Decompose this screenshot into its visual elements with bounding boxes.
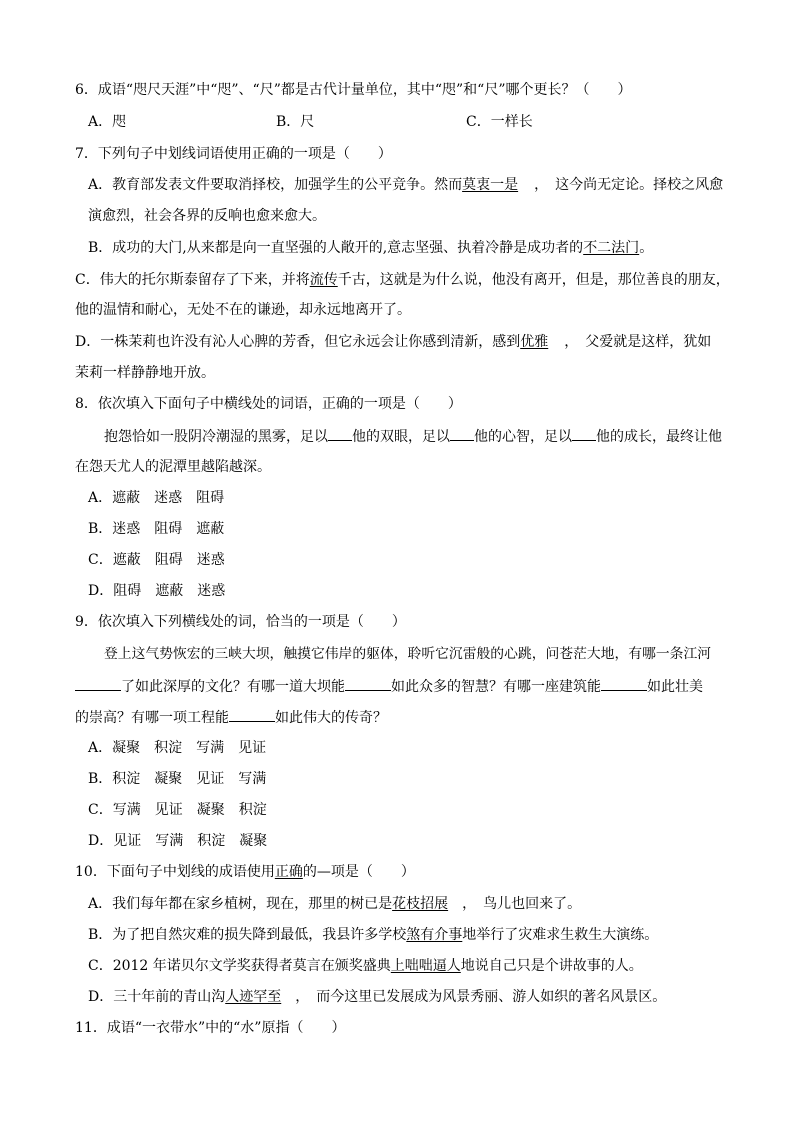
q10-option-a-pre: A．我们每年都在家乡植树，现在，那里的树已是 bbox=[88, 896, 393, 912]
q10-option-d-pre: D．三十年前的青山沟 bbox=[88, 989, 226, 1005]
q9-stem: 9．依次填入下列横线处的词，恰当的一项是（ ） bbox=[75, 614, 406, 630]
q10-option-b-post: 地举行了灾难求生救生大演练。 bbox=[462, 927, 659, 943]
q10-option-b bbox=[88, 925, 658, 945]
q10-option-c-pre: C．2012 年诺贝尔文学奖获得者莫言在颁奖盛典 bbox=[88, 958, 391, 974]
q10-option-a-post: ， 鸟儿也回来了。 bbox=[448, 896, 582, 912]
q9-passage-part3: 如此壮美 bbox=[647, 679, 703, 695]
q7-option-c-pre: C．伟大的托尔斯泰留存了下来，并将 bbox=[75, 272, 310, 288]
q7-option-d bbox=[75, 332, 711, 352]
q9-option-b: B．积淀 凝聚 见证 写满 bbox=[88, 771, 267, 787]
q10-option-c-post: 地说自己只是个讲故事的人。 bbox=[460, 958, 643, 974]
q7-option-d-underlined: 优雅 bbox=[520, 334, 549, 350]
q6-option-c: C．一样长 bbox=[466, 114, 533, 130]
q10-option-d bbox=[88, 987, 666, 1007]
q10-option-a-underlined: 花枝招展 bbox=[392, 896, 449, 912]
q9-option-a: A．凝聚 积淀 写满 见证 bbox=[88, 740, 267, 756]
q9-passage-line2 bbox=[75, 676, 703, 697]
q7-option-d-post: ， 父爱就是这样，犹如 bbox=[564, 334, 712, 350]
q8-option-a: A．遮蔽 迷惑 阻碍 bbox=[88, 490, 225, 506]
q8-blank-3[interactable] bbox=[572, 426, 596, 441]
q8-option-d: D．阻碍 遮蔽 迷惑 bbox=[88, 583, 226, 599]
q9-passage-part2: 如此众多的智慧？有哪一座建筑能 bbox=[391, 679, 601, 695]
q8-passage-part2: 他的双眼，足以 bbox=[352, 429, 450, 445]
q10-stem-post: 的—项是（ ） bbox=[302, 864, 415, 880]
q8-option-c: C．遮蔽 阻碍 迷惑 bbox=[88, 552, 225, 568]
q9-passage-part5: 如此伟大的传奇？ bbox=[275, 710, 387, 726]
q9-blank-2[interactable] bbox=[345, 676, 391, 691]
q7-option-a-pre: A．教育部发表文件要取消择校，加强学生的公平竞争。然而 bbox=[88, 177, 463, 193]
q7-stem: 7．下列句子中划线词语使用正确的一项是（ ） bbox=[75, 146, 392, 162]
q11-stem: 11．成语“一衣带水”中的“水”原指（ ） bbox=[75, 1020, 346, 1036]
q7-option-b-underlined: 不二法门 bbox=[583, 240, 640, 256]
q7-option-c bbox=[75, 270, 730, 290]
q7-option-a-underlined: 莫衷一是 bbox=[462, 177, 519, 193]
q10-stem-underlined: 正确 bbox=[274, 864, 303, 880]
q8-blank-1[interactable] bbox=[328, 426, 352, 441]
q8-passage-line1 bbox=[104, 426, 722, 447]
q10-option-d-post: ， 而今这里已发展成为风景秀丽、游人如织的著名风景区。 bbox=[281, 989, 667, 1005]
q10-stem-pre: 10．下面句子中划线的成语使用 bbox=[75, 864, 275, 880]
q7-option-a-line2: 演愈烈，社会各界的反响也愈来愈大。 bbox=[88, 208, 326, 224]
q7-option-c-underlined: 流传 bbox=[309, 272, 338, 288]
q6-stem: 6．成语“咫尺天涯”中“咫”、“尺”都是古代计量单位，其中“咫”和“尺”哪个更长？（ ） bbox=[75, 82, 632, 98]
q8-passage-line2: 在怨天尤人的泥潭里越陷越深。 bbox=[75, 459, 271, 475]
q7-option-d-line2: 茉莉一样静静地开放。 bbox=[75, 365, 215, 381]
q8-option-b: B．迷惑 阻碍 遮蔽 bbox=[88, 521, 225, 537]
q8-passage-part1: 抱怨恰如一股阴冷潮湿的黑雾，足以 bbox=[104, 429, 328, 445]
q10-option-b-underlined: 煞有介事 bbox=[406, 927, 463, 943]
q10-option-c-underlined: 上咄咄逼人 bbox=[390, 958, 461, 974]
q7-option-a bbox=[88, 175, 723, 195]
q9-passage-line3 bbox=[75, 707, 387, 728]
q10-option-a bbox=[88, 894, 581, 914]
q8-passage-part3: 他的心智，足以 bbox=[474, 429, 572, 445]
q8-stem: 8．依次填入下面句子中横线处的词语，正确的一项是（ ） bbox=[75, 396, 462, 412]
q9-option-d: D．见证 写满 积淀 凝聚 bbox=[88, 833, 268, 849]
q10-option-d-underlined: 人迹罕至 bbox=[225, 989, 282, 1005]
q7-option-d-pre: D．一株茉莉也许没有沁人心脾的芳香，但它永远会让你感到清新，感到 bbox=[75, 334, 521, 350]
q7-option-c-line2: 他的温情和耐心，无处不在的谦逊，却永远地离开了。 bbox=[75, 302, 411, 318]
q7-option-b-post: 。 bbox=[639, 240, 654, 256]
q7-option-b bbox=[88, 238, 653, 258]
q10-stem bbox=[75, 862, 415, 882]
q7-option-a-post: ， 这今尚无定论。择校之风愈 bbox=[534, 177, 724, 193]
q7-option-c-post: 千古，这就是为什么说，他没有离开，但是，那位善良的朋友， bbox=[337, 272, 730, 288]
q9-passage-line1: 登上这气势恢宏的三峡大坝，触摸它伟岸的躯体，聆听它沉雷般的心跳，问苍茫大地，有哪一条江河 bbox=[104, 646, 712, 662]
q9-passage-part4: 的崇高？有哪一项工程能 bbox=[75, 710, 229, 726]
q9-option-c: C．写满 见证 凝聚 积淀 bbox=[88, 802, 267, 818]
q8-passage-part4: 他的成长，最终让他 bbox=[596, 429, 722, 445]
q9-passage-part1: 了如此深厚的文化？有哪一道大坝能 bbox=[121, 679, 345, 695]
q6-option-b: B．尺 bbox=[276, 114, 315, 130]
q9-blank-3[interactable] bbox=[601, 676, 647, 691]
q8-blank-2[interactable] bbox=[450, 426, 474, 441]
q10-option-b-pre: B．为了把自然灾难的损失降到最低，我县许多学校 bbox=[88, 927, 407, 943]
q10-option-c bbox=[88, 956, 643, 976]
q7-option-b-pre: B．成功的大门,从来都是向一直坚强的人敞开的,意志坚强、执着冷静是成功者的 bbox=[88, 240, 584, 256]
q9-blank-1[interactable] bbox=[75, 676, 121, 691]
q6-option-a: A．咫 bbox=[88, 114, 127, 130]
q9-blank-4[interactable] bbox=[229, 707, 275, 722]
